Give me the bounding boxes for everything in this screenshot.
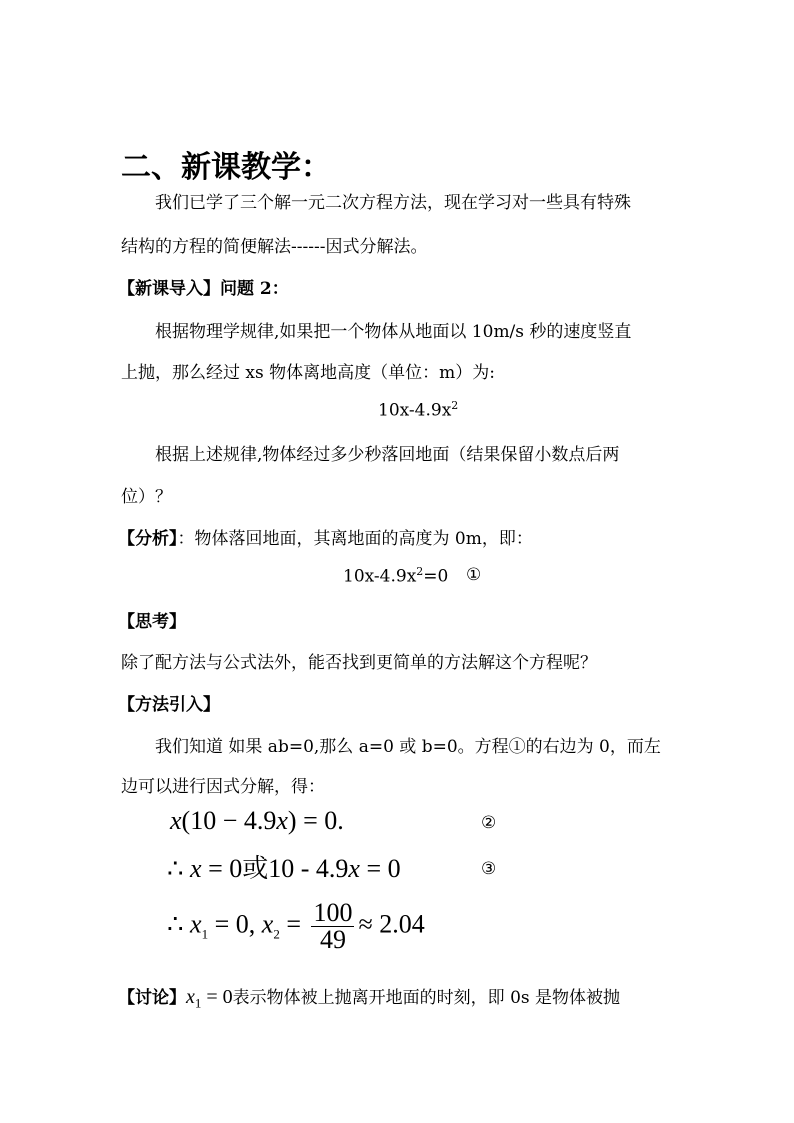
height-formula-exponent: 2 bbox=[451, 399, 459, 412]
analysis-label: 【分析】 bbox=[118, 529, 178, 549]
equation-2-marker: ② bbox=[481, 813, 497, 833]
method-line-1: 我们知道 如果 ab=0,那么 a=0 或 b=0。方程①的右边为 0，而左 bbox=[155, 737, 661, 757]
equation-4-equals: = bbox=[279, 909, 308, 939]
equation-2-tail: ) = 0. bbox=[287, 806, 344, 835]
discussion-text: 表示物体被上抛离开地面的时刻，即 0s 是物体被抛 bbox=[232, 988, 621, 1008]
problem-line-1: 根据物理学规律,如果把一个物体从地面以 10m/s 秒的速度竖直 bbox=[155, 322, 632, 342]
question-line-2: 位）？ bbox=[121, 487, 172, 507]
discussion-eq: = 0 bbox=[201, 986, 233, 1008]
intro-line-2: 结构的方程的简便解法------因式分解法。 bbox=[121, 237, 428, 257]
equation-4-fraction bbox=[311, 900, 354, 953]
equation-1-base: 10x-4.9x bbox=[343, 566, 417, 587]
equation-3 bbox=[167, 848, 401, 885]
equation-4-sub1: 1 bbox=[201, 926, 209, 942]
think-text: 除了配方法与公式法外，能否找到更简单的方法解这个方程呢？ bbox=[121, 653, 597, 673]
equation-4 bbox=[167, 900, 425, 953]
equation-3-x-inner: x bbox=[348, 854, 360, 883]
equation-3-x: x bbox=[190, 854, 202, 883]
equation-4-mid: = 0, bbox=[208, 909, 262, 939]
equation-4-therefore: ∴ bbox=[167, 909, 184, 939]
equation-4-sub2: 2 bbox=[273, 926, 280, 942]
height-formula bbox=[378, 399, 458, 421]
equation-4-x2: x bbox=[261, 909, 274, 939]
analysis-text: ：物体落回地面，其离地面的高度为 0m，即： bbox=[177, 529, 533, 549]
equation-3-mid: = 0或10 - 4.9 bbox=[201, 854, 349, 883]
discussion-line bbox=[118, 983, 620, 1011]
question-line-1: 根据上述规律,物体经过多少秒落回地面（结果保留小数点后两 bbox=[155, 445, 620, 465]
equation-4-numerator: 100 bbox=[313, 898, 353, 927]
section-title: 二、新课教学： bbox=[121, 150, 331, 185]
discussion-label: 【讨论】 bbox=[118, 988, 186, 1008]
analysis-line bbox=[118, 524, 533, 549]
method-label: 【方法引入】 bbox=[118, 695, 220, 715]
discussion-x: x bbox=[186, 986, 195, 1008]
equation-1-tail: =0 bbox=[423, 566, 449, 587]
method-line-2: 边可以进行因式分解，得： bbox=[121, 777, 325, 797]
problem-line-2: 上抛，那么经过 xs 物体离地高度（单位：m）为: bbox=[121, 363, 495, 383]
equation-2-x-inner: x bbox=[276, 806, 288, 835]
intro-line-1: 我们已学了三个解一元二次方程方法，现在学习对一些具有特殊 bbox=[155, 193, 631, 213]
equation-3-tail: = 0 bbox=[359, 854, 401, 883]
equation-3-marker: ③ bbox=[481, 859, 497, 879]
height-formula-base: 10x-4.9x bbox=[378, 400, 452, 421]
equation-2-x: x bbox=[170, 806, 182, 835]
equation-4-denominator: 49 bbox=[319, 925, 346, 954]
equation-4-x1: x bbox=[190, 909, 202, 939]
equation-2 bbox=[170, 806, 344, 836]
equation-3-therefore: ∴ bbox=[167, 854, 184, 883]
equation-4-tail: ≈ 2.04 bbox=[358, 909, 425, 939]
equation-2-body: (10 − 4.9 bbox=[181, 806, 277, 835]
think-label: 【思考】 bbox=[118, 612, 186, 632]
lead-in-label: 【新课导入】问题 2： bbox=[118, 279, 289, 299]
equation-1-marker: ① bbox=[466, 565, 482, 585]
discussion-sub: 1 bbox=[194, 995, 202, 1011]
equation-1-exponent: 2 bbox=[416, 565, 424, 578]
equation-1 bbox=[343, 565, 448, 587]
